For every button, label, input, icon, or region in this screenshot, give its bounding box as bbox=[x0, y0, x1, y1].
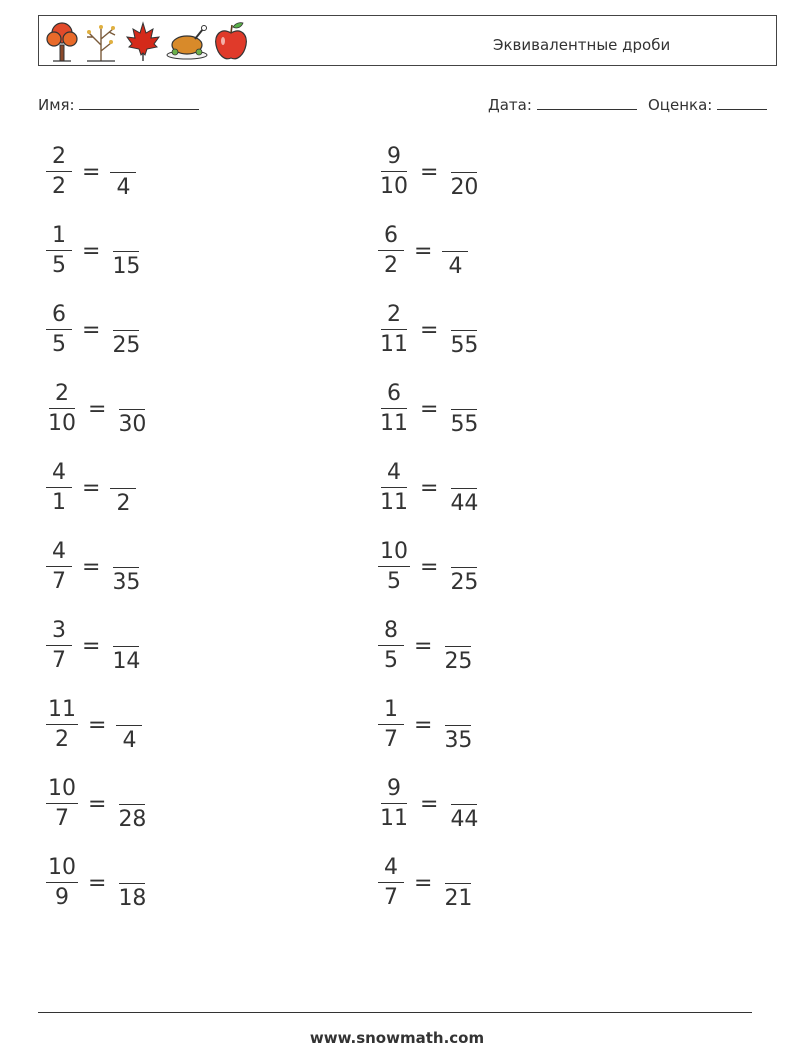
grade-label: Оценка: bbox=[648, 96, 713, 114]
bare-branch-icon bbox=[81, 19, 121, 63]
given-denominator: 2 bbox=[384, 253, 398, 278]
answer-numerator-blank[interactable] bbox=[113, 303, 139, 331]
equals-sign: = bbox=[420, 159, 439, 185]
answer-fraction bbox=[448, 145, 480, 199]
given-numerator: 1 bbox=[378, 699, 404, 725]
answer-fraction bbox=[110, 145, 136, 199]
given-numerator: 10 bbox=[46, 857, 78, 883]
given-fraction bbox=[378, 146, 410, 198]
given-denominator: 5 bbox=[384, 648, 398, 673]
answer-denominator: 25 bbox=[112, 333, 141, 358]
given-numerator: 4 bbox=[378, 857, 404, 883]
given-fraction bbox=[378, 541, 410, 593]
answer-fraction bbox=[116, 856, 148, 910]
answer-fraction bbox=[110, 303, 142, 357]
given-fraction bbox=[378, 383, 410, 435]
given-numerator: 6 bbox=[46, 304, 72, 330]
given-numerator: 9 bbox=[381, 146, 407, 172]
given-numerator: 9 bbox=[381, 778, 407, 804]
problem-item bbox=[378, 619, 474, 673]
answer-numerator-blank[interactable] bbox=[110, 145, 136, 173]
problem-item bbox=[46, 619, 142, 673]
answer-denominator: 44 bbox=[450, 807, 479, 832]
problem-item bbox=[46, 856, 148, 910]
answer-numerator-blank[interactable] bbox=[113, 619, 139, 647]
given-fraction bbox=[378, 225, 404, 277]
given-denominator: 11 bbox=[380, 332, 408, 357]
given-fraction bbox=[46, 225, 72, 277]
answer-numerator-blank[interactable] bbox=[116, 698, 142, 726]
answer-denominator: 15 bbox=[112, 254, 141, 279]
answer-fraction bbox=[442, 856, 474, 910]
answer-numerator-blank[interactable] bbox=[119, 382, 145, 410]
given-numerator: 6 bbox=[378, 225, 404, 251]
given-numerator: 11 bbox=[46, 699, 78, 725]
answer-numerator-blank[interactable] bbox=[451, 303, 477, 331]
problem-item bbox=[46, 224, 142, 278]
equals-sign: = bbox=[82, 554, 101, 580]
problem-item bbox=[46, 777, 148, 831]
maple-leaf-icon bbox=[123, 19, 163, 63]
answer-numerator-blank[interactable] bbox=[442, 224, 468, 252]
answer-denominator: 55 bbox=[450, 333, 479, 358]
given-denominator: 2 bbox=[55, 727, 69, 752]
problem-item bbox=[378, 382, 480, 436]
given-fraction bbox=[46, 146, 72, 198]
given-denominator: 11 bbox=[380, 806, 408, 831]
equals-sign: = bbox=[82, 159, 101, 185]
problem-item bbox=[46, 540, 142, 594]
answer-fraction bbox=[448, 777, 480, 831]
header-icons bbox=[45, 18, 251, 64]
problem-item bbox=[46, 145, 136, 199]
given-denominator: 7 bbox=[55, 806, 69, 831]
header-box bbox=[38, 15, 777, 66]
answer-fraction bbox=[116, 382, 148, 436]
given-denominator: 5 bbox=[52, 332, 66, 357]
equals-sign: = bbox=[414, 633, 433, 659]
answer-fraction bbox=[110, 461, 136, 515]
answer-denominator: 25 bbox=[444, 649, 473, 674]
problem-item bbox=[378, 303, 480, 357]
answer-numerator-blank[interactable] bbox=[119, 856, 145, 884]
answer-denominator: 44 bbox=[450, 491, 479, 516]
name-field bbox=[38, 95, 199, 114]
problem-item bbox=[46, 461, 136, 515]
given-fraction bbox=[46, 778, 78, 830]
answer-denominator: 18 bbox=[118, 886, 147, 911]
problem-item bbox=[378, 145, 480, 199]
answer-denominator: 35 bbox=[112, 570, 141, 595]
given-denominator: 7 bbox=[384, 727, 398, 752]
answer-fraction bbox=[448, 461, 480, 515]
answer-fraction bbox=[116, 777, 148, 831]
given-fraction bbox=[378, 857, 404, 909]
worksheet-title: Эквивалентные дроби bbox=[493, 36, 671, 54]
answer-denominator: 14 bbox=[112, 649, 141, 674]
answer-numerator-blank[interactable] bbox=[451, 145, 477, 173]
given-numerator: 1 bbox=[46, 225, 72, 251]
equals-sign: = bbox=[82, 317, 101, 343]
answer-denominator: 28 bbox=[118, 807, 147, 832]
given-denominator: 9 bbox=[55, 885, 69, 910]
answer-numerator-blank[interactable] bbox=[445, 619, 471, 647]
answer-fraction bbox=[448, 303, 480, 357]
equals-sign: = bbox=[82, 475, 101, 501]
equals-sign: = bbox=[420, 554, 439, 580]
answer-denominator: 4 bbox=[116, 175, 131, 200]
given-numerator: 2 bbox=[381, 304, 407, 330]
given-numerator: 10 bbox=[46, 778, 78, 804]
given-fraction bbox=[378, 699, 404, 751]
equals-sign: = bbox=[82, 238, 101, 264]
given-denominator: 7 bbox=[52, 648, 66, 673]
given-numerator: 8 bbox=[378, 620, 404, 646]
answer-fraction bbox=[110, 224, 142, 278]
given-fraction bbox=[46, 383, 78, 435]
answer-numerator-blank[interactable] bbox=[451, 540, 477, 568]
answer-denominator: 21 bbox=[444, 886, 473, 911]
date-label: Дата: bbox=[488, 96, 532, 114]
date-field bbox=[488, 95, 637, 114]
apple-icon bbox=[211, 19, 251, 63]
given-denominator: 5 bbox=[52, 253, 66, 278]
answer-denominator: 2 bbox=[116, 491, 131, 516]
answer-numerator-blank[interactable] bbox=[451, 461, 477, 489]
given-fraction bbox=[46, 620, 72, 672]
answer-numerator-blank[interactable] bbox=[451, 777, 477, 805]
answer-fraction bbox=[110, 540, 142, 594]
given-denominator: 11 bbox=[380, 411, 408, 436]
grade-blank[interactable] bbox=[717, 95, 767, 110]
given-numerator: 2 bbox=[46, 146, 72, 172]
problem-item bbox=[378, 224, 468, 278]
given-denominator: 1 bbox=[52, 490, 66, 515]
given-denominator: 10 bbox=[380, 174, 408, 199]
equals-sign: = bbox=[82, 633, 101, 659]
given-fraction bbox=[46, 699, 78, 751]
equals-sign: = bbox=[88, 396, 107, 422]
answer-denominator: 55 bbox=[450, 412, 479, 437]
equals-sign: = bbox=[420, 475, 439, 501]
answer-numerator-blank[interactable] bbox=[119, 777, 145, 805]
grade-field bbox=[648, 95, 767, 114]
problem-item bbox=[378, 461, 480, 515]
given-denominator: 5 bbox=[387, 569, 401, 594]
answer-numerator-blank[interactable] bbox=[445, 856, 471, 884]
equals-sign: = bbox=[420, 317, 439, 343]
answer-fraction bbox=[448, 540, 480, 594]
answer-fraction bbox=[448, 382, 480, 436]
answer-numerator-blank[interactable] bbox=[113, 540, 139, 568]
tree-icon bbox=[45, 19, 79, 63]
equals-sign: = bbox=[420, 791, 439, 817]
given-fraction bbox=[378, 620, 404, 672]
equals-sign: = bbox=[414, 870, 433, 896]
answer-numerator-blank[interactable] bbox=[445, 698, 471, 726]
given-fraction bbox=[378, 462, 410, 514]
answer-fraction bbox=[442, 698, 474, 752]
given-numerator: 10 bbox=[378, 541, 410, 567]
answer-denominator: 25 bbox=[450, 570, 479, 595]
footer-divider bbox=[38, 1012, 752, 1013]
equals-sign: = bbox=[414, 238, 433, 264]
given-numerator: 4 bbox=[381, 462, 407, 488]
given-fraction bbox=[378, 304, 410, 356]
given-denominator: 7 bbox=[52, 569, 66, 594]
given-denominator: 11 bbox=[380, 490, 408, 515]
problem-item bbox=[378, 856, 474, 910]
answer-denominator: 30 bbox=[118, 412, 147, 437]
equals-sign: = bbox=[414, 712, 433, 738]
equals-sign: = bbox=[88, 712, 107, 738]
given-fraction bbox=[46, 857, 78, 909]
date-blank[interactable] bbox=[537, 95, 637, 110]
equals-sign: = bbox=[88, 870, 107, 896]
answer-numerator-blank[interactable] bbox=[110, 461, 136, 489]
problem-item bbox=[378, 698, 474, 752]
equals-sign: = bbox=[420, 396, 439, 422]
name-blank[interactable] bbox=[79, 95, 199, 110]
problem-item bbox=[46, 698, 142, 752]
answer-fraction bbox=[116, 698, 142, 752]
problem-item bbox=[378, 777, 480, 831]
problem-item bbox=[378, 540, 480, 594]
name-label: Имя: bbox=[38, 96, 75, 114]
given-denominator: 7 bbox=[384, 885, 398, 910]
given-numerator: 2 bbox=[49, 383, 75, 409]
given-denominator: 2 bbox=[52, 174, 66, 199]
given-fraction bbox=[46, 462, 72, 514]
answer-numerator-blank[interactable] bbox=[451, 382, 477, 410]
given-numerator: 4 bbox=[46, 541, 72, 567]
given-fraction bbox=[46, 541, 72, 593]
given-numerator: 4 bbox=[46, 462, 72, 488]
equals-sign: = bbox=[88, 791, 107, 817]
answer-denominator: 4 bbox=[122, 728, 137, 753]
problem-item bbox=[46, 303, 142, 357]
roast-turkey-icon bbox=[165, 19, 209, 63]
answer-denominator: 35 bbox=[444, 728, 473, 753]
answer-denominator: 4 bbox=[448, 254, 463, 279]
answer-denominator: 20 bbox=[450, 175, 479, 200]
answer-numerator-blank[interactable] bbox=[113, 224, 139, 252]
problem-item bbox=[46, 382, 148, 436]
given-numerator: 3 bbox=[46, 620, 72, 646]
given-denominator: 10 bbox=[48, 411, 76, 436]
given-fraction bbox=[378, 778, 410, 830]
footer-website: www.snowmath.com bbox=[309, 1029, 485, 1047]
given-fraction bbox=[46, 304, 72, 356]
answer-fraction bbox=[442, 224, 468, 278]
given-numerator: 6 bbox=[381, 383, 407, 409]
answer-fraction bbox=[442, 619, 474, 673]
answer-fraction bbox=[110, 619, 142, 673]
